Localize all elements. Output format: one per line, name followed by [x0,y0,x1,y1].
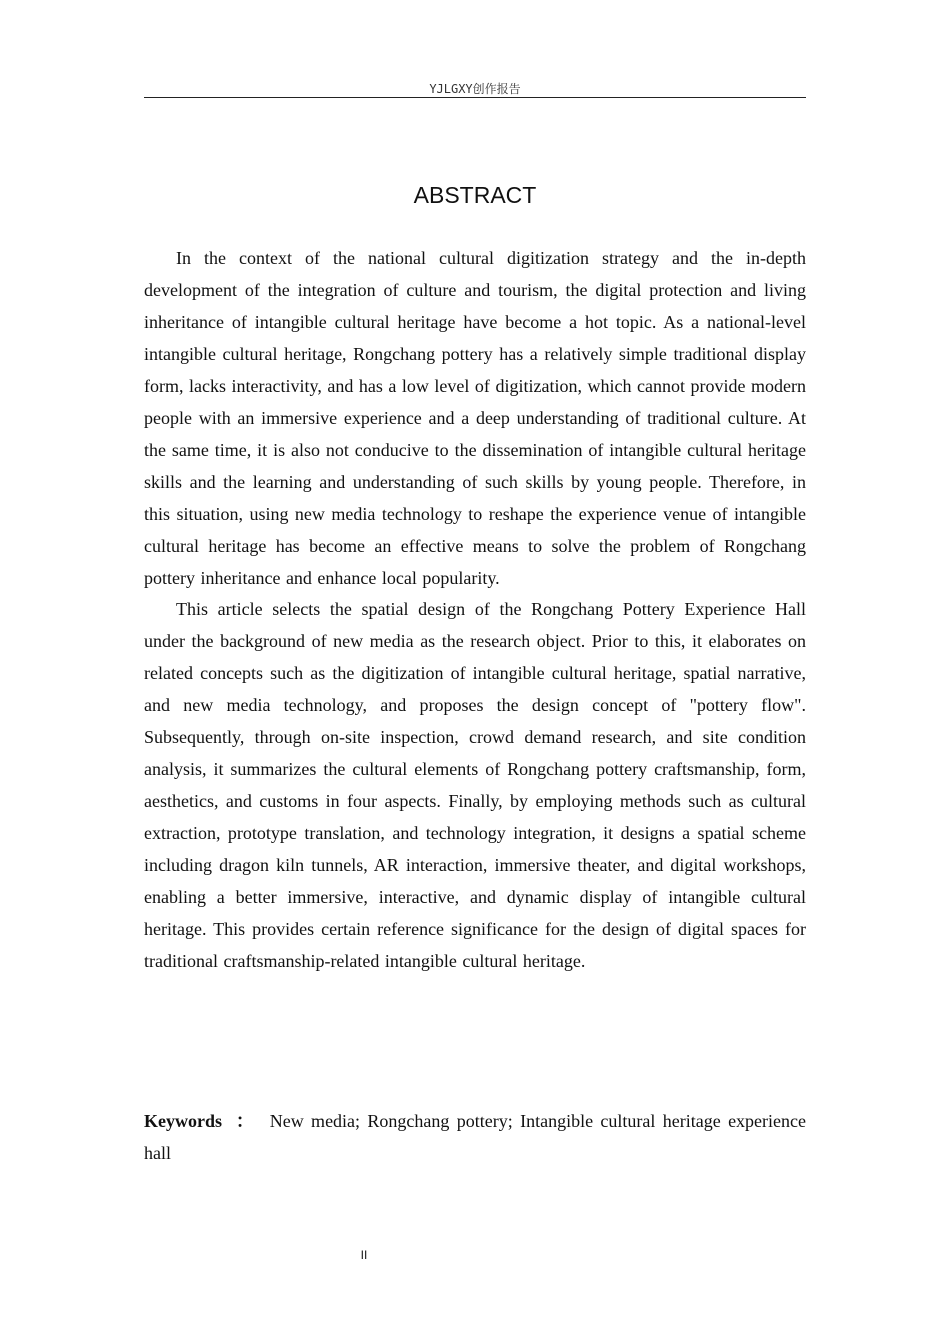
abstract-title: ABSTRACT [413,182,537,208]
abstract-paragraph-2: This article selects the spatial design of the Rongchang Pottery Experience Hall under the background of new media as the research object. Prior to this, it elaborates on related concepts such as the digitization of intangible cultural heritage, spatial narrative, and new media technology, and proposes the design concept of "pottery flow". Subsequently, through on-site inspection, crowd demand research, and site condition analysis, it summarizes the cultural elements of Rongchang pottery craftsmanship, form, aesthetics, and customs in four aspects. Finally, by employing methods such as cultural extraction, prototype translation, and technology integration, it designs a spatial scheme including dragon kiln tunnels, AR interaction, immersive theater, and digital workshops, enabling a better immersive, interactive, and dynamic display of intangible cultural heritage. This provides certain reference significance for the design of digital spaces for traditional craftsmanship-related intangible cultural heritage. [144,599,806,971]
keywords-line [144,1106,806,1169]
keywords-text: New media; Rongchang pottery; Intangible cultural heritage experience hall [144,1111,807,1163]
abstract-paragraph-1: In the context of the national cultural digitization strategy and the in-depth development of the integration of culture and tourism, the digital protection and living inheritance of intangible cultural heritage have become a hot topic. As a national-level intangible cultural heritage, Rongchang pottery has a relatively simple traditional display form, lacks interactivity, and has a low level of digitization, which cannot provide modern people with an immersive experience and a deep understanding of traditional culture. At the same time, it is also not conducive to the dissemination of intangible cultural heritage skills and the learning and understanding of such skills by young people. Therefore, in this situation, using new media technology to reshape the experience venue of intangible cultural heritage has become an effective means to solve the problem of Rongchang pottery inheritance and enhance local popularity. [144,248,806,588]
keywords-separator: ： [234,1111,256,1131]
running-header [144,80,806,98]
header-text: YJLGXY创作报告 [429,82,521,96]
keywords-label: Keywords [144,1111,222,1131]
page-number: II [360,1248,368,1262]
abstract-body [144,243,806,978]
